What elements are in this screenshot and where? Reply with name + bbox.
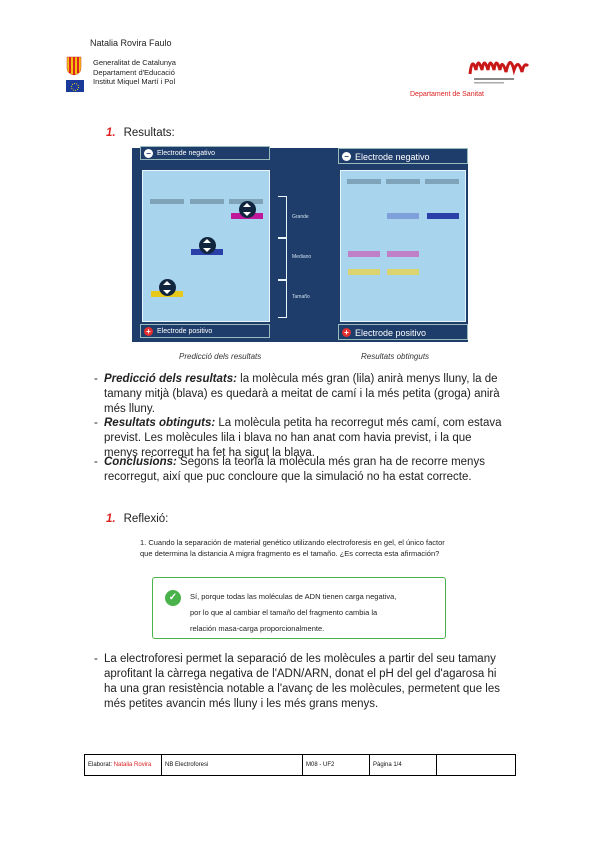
check-icon: ✓ [165, 590, 181, 606]
footer-prepared-label: Elaborat: [88, 762, 113, 768]
size-label: Grande [292, 214, 309, 220]
bullet-text: Segons la teoría la molècula més gran ha de recorre menys recorregut, així que puc concloure que la simulació no ha estat correcte. [104, 456, 485, 483]
bullet-reflexio: - La electroforesi permet la separació de les molècules a partir del seu tamany aprofitant la càrrega negativa de l'ADN/ARN, donat el pH del gel d'agarosa hi ha una gran resistència notable a l'avanç de les molècules, permetent que les més petites avancin més lluny i les més grans menys. [94, 653, 500, 710]
section-number: 1. [106, 513, 116, 525]
band-groga [387, 269, 419, 275]
bullet-resultats: - Resultats obtinguts: La molècula petita ha recorregut més camí, com estava previst. Les molècules lila i blava no han anat com havia previst, i la que menys recorregut ha fet ha sigut la blava. [94, 417, 502, 459]
band-groga [348, 269, 380, 275]
institution-line: Institut Miquel Martí i Pol [93, 77, 176, 86]
right-negative-electrode [338, 148, 468, 164]
section-title: Resultats: [123, 127, 175, 139]
electrode-label: Electrode negativo [355, 152, 430, 162]
department-name: Departament de Sanitat [410, 91, 484, 98]
section-heading-resultats [106, 127, 175, 139]
electrode-label: Electrode positivo [355, 328, 427, 338]
footer-module: M08 - UF2 [303, 755, 370, 776]
bullet-text: La molècula petita ha recorregut més camí, com estava previst. Les molècules lila i blava no han anat com havia previst, i la que menys recorregut ha fet ha sigut la blava. [104, 417, 502, 459]
generalitat-logo-icon [66, 56, 82, 76]
minus-icon: − [342, 152, 351, 161]
left-negative-electrode [140, 146, 270, 160]
gel-well [190, 199, 224, 204]
size-bracket [278, 238, 287, 280]
plus-icon: + [342, 328, 351, 337]
electrode-label: Electrode positivo [157, 328, 213, 335]
answer-text [190, 589, 440, 637]
answer-line: por lo que al cambiar el tamaño del fragmento cambia la [190, 608, 378, 617]
bullet-label: Conclusions: [104, 456, 177, 468]
footer-prepared [85, 755, 162, 776]
author-name: Natalia Rovira Faulo [90, 38, 172, 48]
band-lila [348, 251, 380, 257]
footer-title: NB Electroforesi [162, 755, 303, 776]
answer-line: Sí, porque todas las moléculas de ADN tienen carga negativa, [190, 592, 397, 601]
answer-line: relación masa-carga proporcionalmente. [190, 624, 325, 633]
institut-logo-icon [466, 52, 532, 88]
band-blava [427, 213, 459, 219]
footer-table [84, 754, 516, 776]
answer-box [152, 577, 446, 639]
bullet-label: Predicció dels resultats: [104, 373, 237, 385]
question-text: 1. Cuando la separación de material genético utilizando electroforesis en gel, el único factor que determina la distancia A migra fragmento es el tamaño. ¿Es correcta esta afirmación? [140, 538, 445, 558]
size-bracket [278, 196, 287, 238]
size-label: Tamaño [292, 294, 310, 300]
footer-prepared-name: Natalia Rovira [113, 762, 152, 768]
section-heading-reflexio [106, 513, 168, 525]
institution-line: Generalitat de Catalunya [93, 58, 176, 67]
plus-icon: + [144, 327, 153, 336]
caption-prediccio: Predicció dels resultats [179, 352, 262, 361]
institution-line: Departament d'Educació [93, 67, 175, 77]
institution-block [93, 58, 176, 87]
bullet-prediccio: - Predicció dels resultats: la molècula més gran (lila) anirà menys lluny, la de tamany mitjà (blava) es quedarà a meitat de camí i la més petita (groga) anirà més lluny. [94, 373, 500, 415]
drag-arrows-icon[interactable] [199, 237, 216, 254]
gel-well [425, 179, 459, 184]
right-gel-panel [340, 170, 466, 322]
drag-arrows-icon[interactable] [159, 279, 176, 296]
band-blava-light [387, 213, 419, 219]
gel-well [150, 199, 184, 204]
size-label: Mediano [292, 254, 312, 260]
bullet-label: Resultats obtinguts: [104, 417, 216, 429]
gel-well [347, 179, 381, 184]
gel-well [386, 179, 420, 184]
left-positive-electrode [140, 324, 270, 338]
footer-page: Pàgina 1/4 [370, 755, 437, 776]
bullet-text: La electroforesi permet la separació de les molècules a partir del seu tamany aprofitant la càrrega negativa de l'ADN/ARN, donat el pH del gel d'agarosa hi ha una gran resistència notable a l'avanç de les molècules, permetent que les més petites avancin més lluny i les més grans menys. [104, 653, 500, 710]
drag-arrows-icon[interactable] [239, 201, 256, 218]
electrophoresis-figure [132, 148, 468, 342]
left-gel-panel [142, 170, 270, 322]
section-number: 1. [106, 127, 116, 139]
minus-icon: − [144, 149, 153, 158]
electrode-label: Electrode negativo [157, 150, 215, 157]
bullet-text: la molècula més gran (lila) anirà menys lluny, la de tamany mitjà (blava) es quedarà a meitat de camí i la més petita (groga) anirà més lluny. [104, 373, 500, 415]
right-positive-electrode [338, 324, 468, 340]
footer-empty [437, 755, 516, 776]
section-title: Reflexió: [123, 513, 169, 525]
eu-flag-icon [66, 80, 84, 92]
band-lila [387, 251, 419, 257]
bullet-conclusions: - Conclusions: Segons la teoría la molècula més gran ha de recorre menys recorregut, així que puc concloure que la simulació no ha estat correcte. [94, 456, 485, 483]
size-bracket [278, 280, 287, 318]
caption-resultats: Resultats obtinguts [361, 352, 430, 361]
